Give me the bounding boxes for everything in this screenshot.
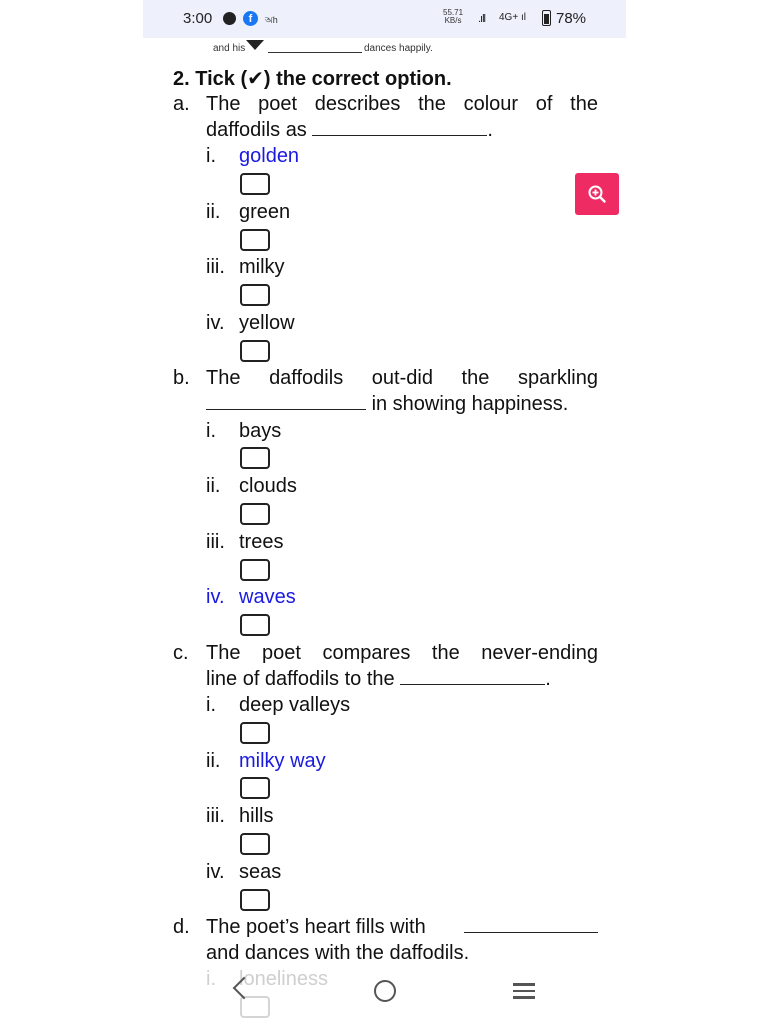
option-c-4-num: iv. bbox=[206, 861, 225, 883]
question-b-label: b. bbox=[173, 367, 190, 389]
question-c-line2 bbox=[206, 668, 551, 691]
triangle-icon bbox=[246, 40, 264, 50]
question-a-label: a. bbox=[173, 93, 190, 115]
option-a-1-text: golden bbox=[239, 145, 300, 167]
option-b-4-num: iv. bbox=[206, 586, 225, 608]
option-d-1-text: loneliness bbox=[239, 968, 328, 990]
option-b-3-checkbox[interactable] bbox=[240, 559, 270, 581]
question-b-line2-text: in showing happiness. bbox=[371, 393, 569, 415]
question-c-line2-text: line of daffodils to the bbox=[206, 668, 395, 690]
net-speed-unit: KB/s bbox=[444, 16, 462, 25]
option-d-1-checkbox[interactable] bbox=[240, 996, 270, 1018]
question-a-line2-text: daffodils as bbox=[206, 119, 307, 141]
option-b-1-checkbox[interactable] bbox=[240, 447, 270, 469]
option-a-4-num: iv. bbox=[206, 312, 225, 334]
question-d-line2: and dances with the daffodils. bbox=[206, 942, 470, 964]
option-d-1-num: i. bbox=[206, 968, 216, 990]
option-a-1-num: i. bbox=[206, 145, 216, 167]
question-d-blank bbox=[464, 931, 598, 933]
option-a-4-checkbox[interactable] bbox=[240, 340, 270, 362]
option-b-4-text: waves bbox=[239, 586, 296, 608]
option-a-1-checkbox[interactable] bbox=[240, 173, 270, 195]
question-a-line2 bbox=[206, 119, 493, 142]
option-a-4-text: yellow bbox=[239, 312, 295, 334]
zoom-button[interactable] bbox=[575, 173, 619, 215]
battery-icon bbox=[542, 10, 551, 26]
option-b-2-checkbox[interactable] bbox=[240, 503, 270, 525]
question-d-label: d. bbox=[173, 916, 190, 938]
chat-notification-icon bbox=[223, 12, 236, 25]
option-a-2-num: ii. bbox=[206, 201, 221, 223]
question-a-line2-end: . bbox=[487, 119, 493, 141]
network-label: 4G+ bbox=[499, 12, 519, 23]
question-a-line1: The poet describes the colour of the bbox=[206, 93, 598, 115]
option-b-1-text: bays bbox=[239, 420, 282, 442]
status-time: 3:00 bbox=[183, 10, 213, 27]
option-b-4-checkbox[interactable] bbox=[240, 614, 270, 636]
option-a-3-checkbox[interactable] bbox=[240, 284, 270, 306]
option-c-4-checkbox[interactable] bbox=[240, 889, 270, 911]
option-c-2-text: milky way bbox=[239, 750, 326, 772]
question-b-blank bbox=[206, 408, 366, 410]
recents-icon[interactable] bbox=[513, 983, 535, 1003]
option-a-2-text: green bbox=[239, 201, 291, 223]
option-b-2-text: clouds bbox=[239, 475, 297, 497]
question-c-line2-end: . bbox=[545, 668, 551, 690]
zoom-in-icon bbox=[575, 173, 619, 215]
option-c-2-checkbox[interactable] bbox=[240, 777, 270, 799]
option-c-3-checkbox[interactable] bbox=[240, 833, 270, 855]
section-heading: 2. Tick (✔) the correct option. bbox=[173, 68, 452, 90]
network-type bbox=[499, 12, 526, 23]
option-c-1-num: i. bbox=[206, 694, 216, 716]
option-a-3-text: milky bbox=[239, 256, 285, 278]
question-c-line1: The poet compares the never-ending bbox=[206, 642, 598, 664]
signal-icon: .ıll bbox=[478, 13, 485, 25]
battery-fill bbox=[544, 14, 549, 24]
option-b-2-num: ii. bbox=[206, 475, 221, 497]
question-b-line1: The daffodils out-did the sparkling bbox=[206, 367, 598, 389]
option-c-3-text: hills bbox=[239, 805, 274, 827]
option-b-3-num: iii. bbox=[206, 531, 225, 553]
question-b-line2 bbox=[206, 393, 568, 416]
facebook-icon: f bbox=[243, 11, 258, 26]
signal-icon-2: ıl bbox=[520, 12, 526, 23]
option-c-3-num: iii. bbox=[206, 805, 225, 827]
option-a-2-checkbox[interactable] bbox=[240, 229, 270, 251]
option-b-3-text: trees bbox=[239, 531, 284, 553]
previous-text-end: dances happily. bbox=[364, 43, 433, 54]
battery-percent: 78% bbox=[556, 10, 587, 27]
option-c-1-checkbox[interactable] bbox=[240, 722, 270, 744]
language-icon: অh bbox=[265, 15, 278, 25]
option-a-3-num: iii. bbox=[206, 256, 225, 278]
question-d-line1-text: The poet’s heart fills with bbox=[206, 916, 426, 938]
question-a-blank bbox=[312, 134, 487, 136]
question-d-line1 bbox=[206, 916, 598, 939]
question-c-blank bbox=[400, 683, 545, 685]
net-speed bbox=[443, 9, 463, 25]
option-c-1-text: deep valleys bbox=[239, 694, 351, 716]
option-c-4-text: seas bbox=[239, 861, 282, 883]
previous-blank bbox=[268, 52, 362, 53]
status-bar bbox=[143, 0, 626, 38]
question-c-label: c. bbox=[173, 642, 189, 664]
option-c-2-num: ii. bbox=[206, 750, 221, 772]
previous-text-start: and his bbox=[213, 43, 246, 54]
option-b-1-num: i. bbox=[206, 420, 216, 442]
net-speed-value: 55.71 bbox=[443, 8, 464, 17]
home-icon[interactable] bbox=[374, 980, 396, 1002]
